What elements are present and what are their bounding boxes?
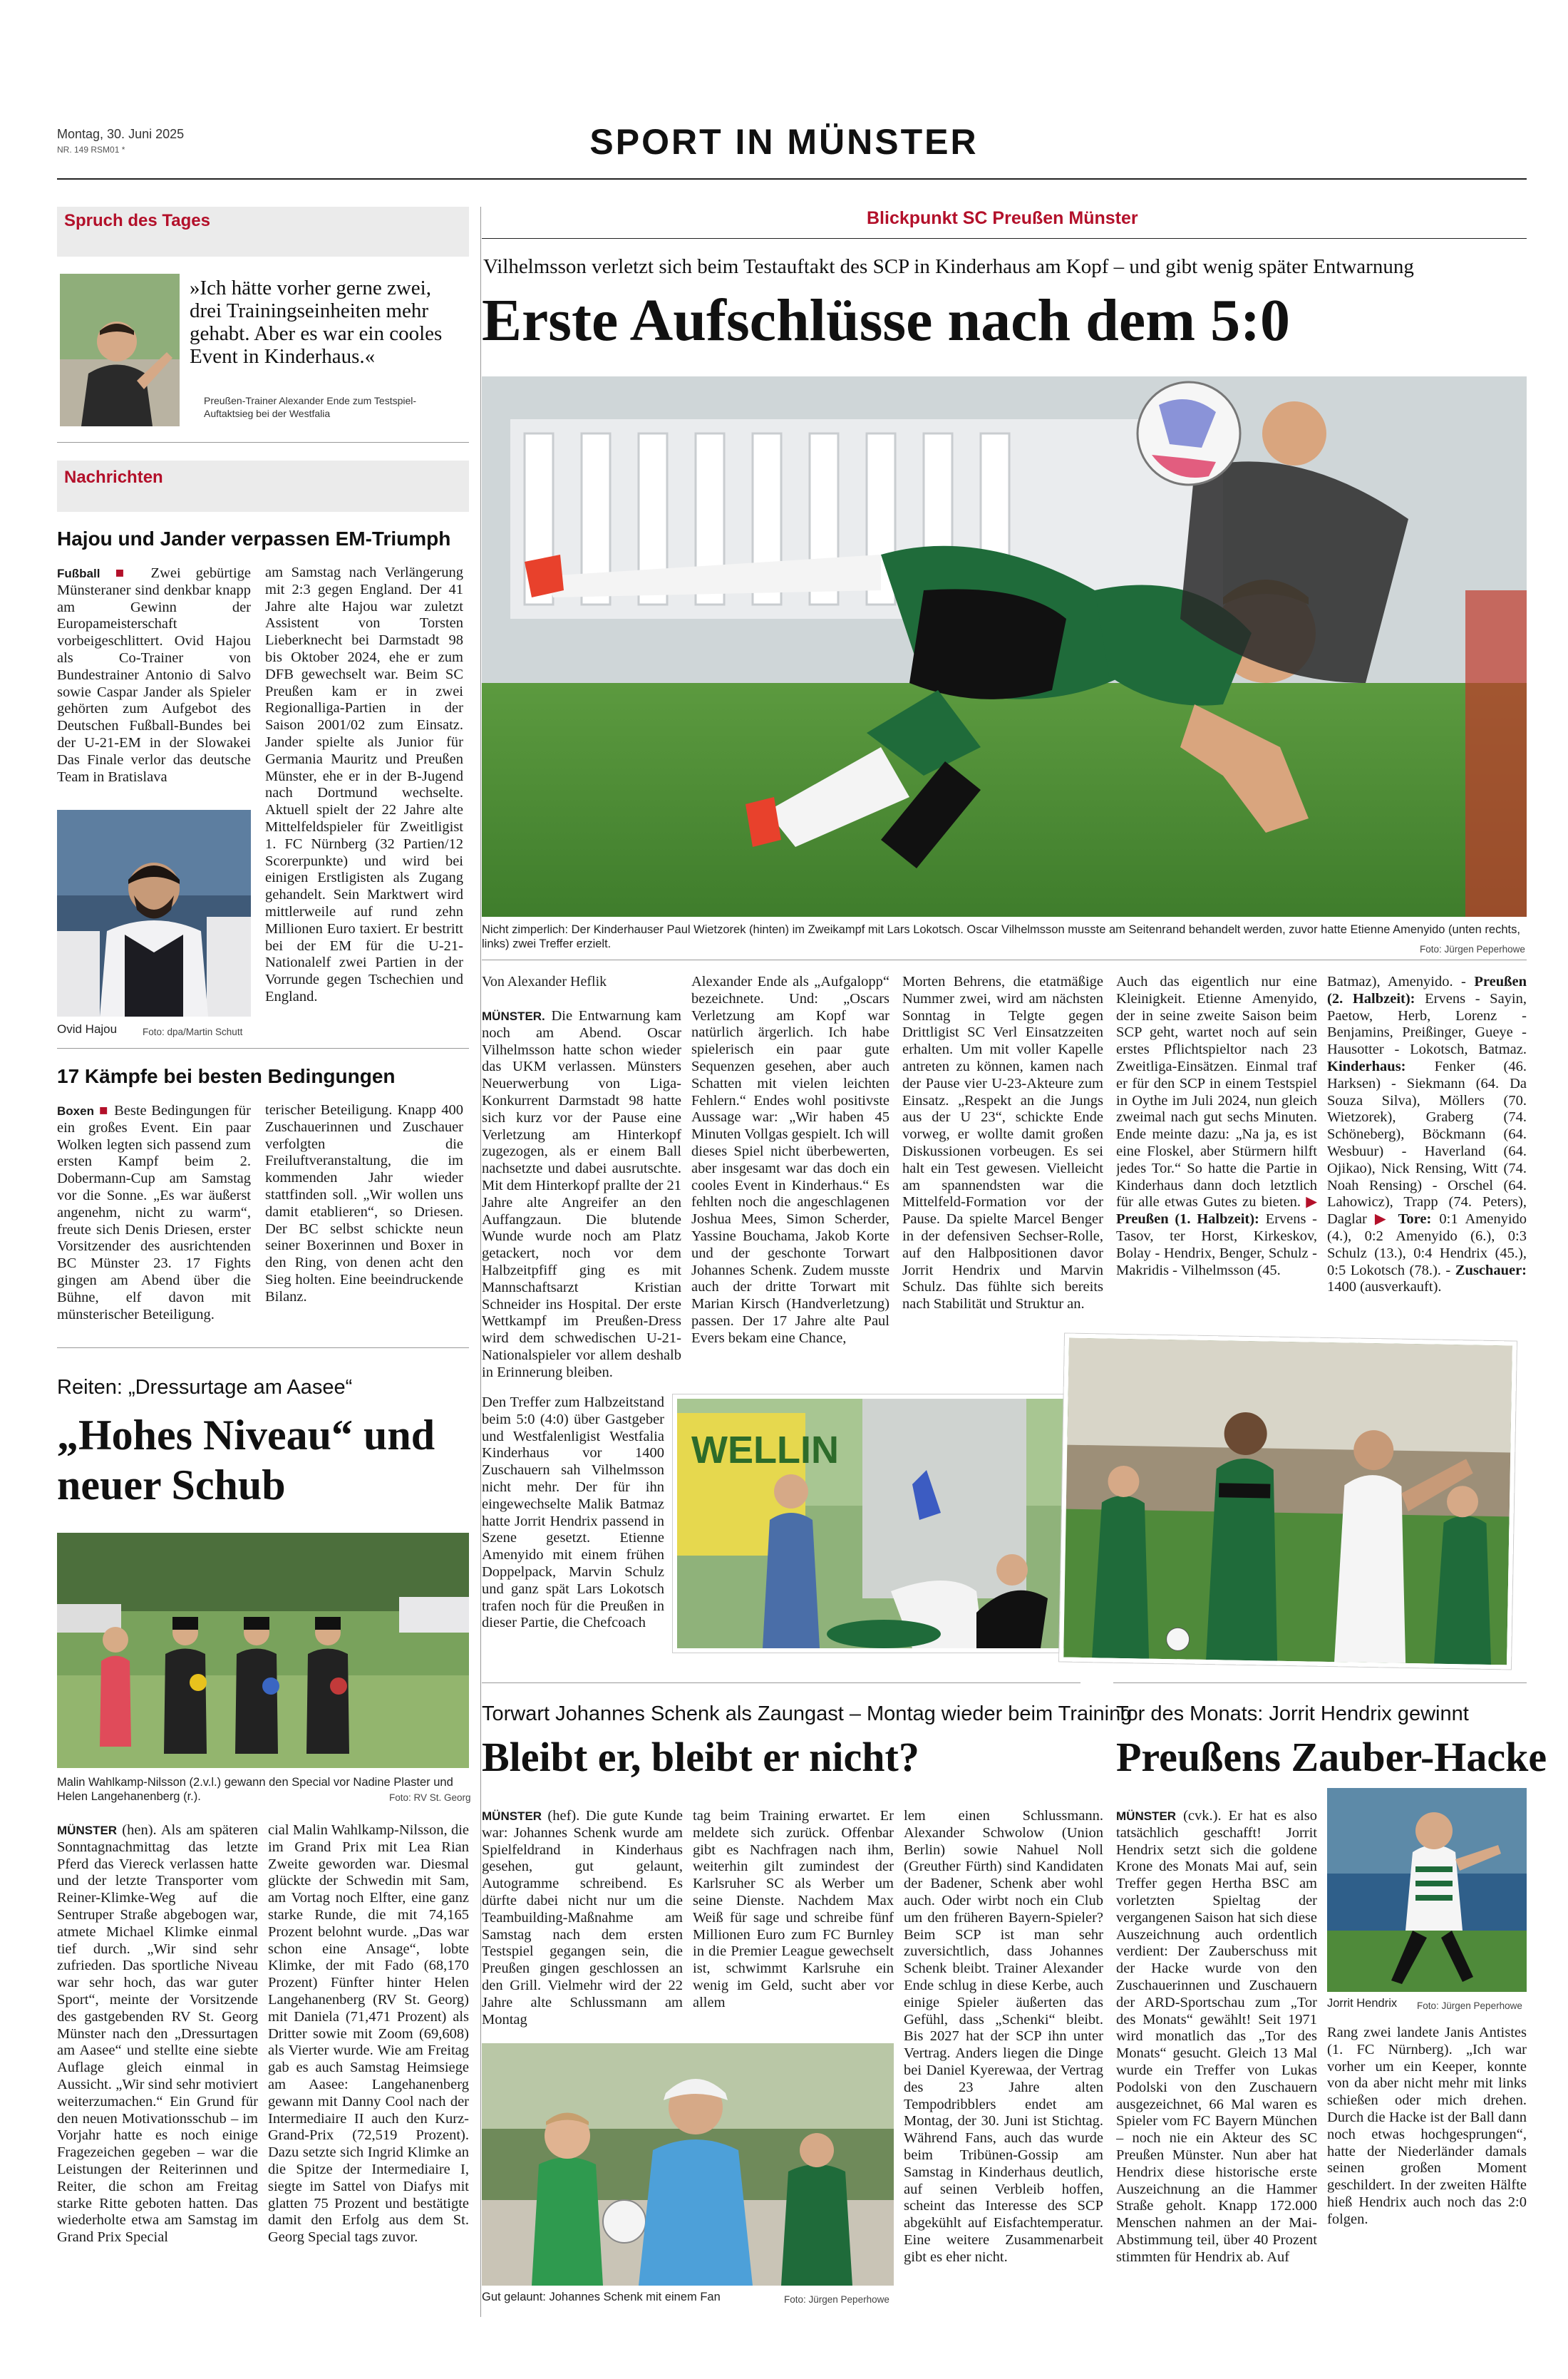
hajou-credit: Foto: dpa/Martin Schutt: [143, 1027, 243, 1037]
hendrix-credit: Foto: Jürgen Peperhowe: [1417, 2000, 1522, 2011]
reiten-col2: cial Malin Wahlkamp-Nilsson, die im Grand Prix mit Lea Rian Zweite geworden war. Diesmal glückte der Schwedin mit Sam, am Vortag noch Elfter, eine ganz starke Runde, die mit 74,165 Prozent belohnt wurde. „Das war schon eine Ansage“, lobte Klimke, der mit Fado (68,170 Prozent) Fünfter hinter Helen Langehanenberg (RV St. Georg) mit Daniela (71,471 Prozent) als Dritter sowie mit Zoom (69,608) als Vierter wurde. Wie am Freitag gab es auch Samstag Heimsiege am Aasee: Langehanenberg gewann mit Danny Cool nach der Intermediaire II auch den Kurz-Grand-Prix (72,519 Prozent). Dazu setzte sich Ingrid Klimke an die Spitze der Intermediaire I, siegte im Sattel von Diafys mit glatten 75 Prozent und bestätigte damit den Erfolg aus dem St. Georg Special tags zuvor.: [268, 1822, 469, 2246]
lead-col5: Batmaz), Amenyido. - Preußen (2. Halbzeit): Ervens - Sayin, Paetow, Herb, Lorenz - Benjamins, Preißinger, Gueye - Hausotter - Lokotsch, Batmaz. Kinderhaus: Fenker (46. Harksen) - Siekmann (64. Da Souza Silva), Möllers (70. Wietzorek), Graberg (74. Schöneberg), Böckmann (64. Wesbuur) - Haverland (64. Ojikao), Nick Rensing, Witt (74. Noah Rensing) - Orschel (64. Lahowicz), Trapp (74. Peters), Daglar ▶ Tore: 0:1 Amenyido (4.), 0:2 Amenyido (6.), 0:3 Schulz (13.), 0:4 Hendrix (45.), 0:5 Lokotsch (78.). - Zuschauer: 1400 (ausverkauft).: [1327, 974, 1527, 1295]
boxen-col1: Boxen ■ Beste Bedingungen für ein großes Event. Ein paar Wolken legten sich passend zum ersten Kampf beim 2. Dobermann-Cup am Samstag vor die Sonne. „Es war äußerst angenehm, nicht zu warm“, freute sich Denis Driesen, erster Vorsitzender des ausrichtenden BC Münster 23. 17 Fights gingen am Abend über die Bühne, elf davon mit münsterischer Beteiligung.: [57, 1102, 251, 1322]
lead-photo: [482, 376, 1527, 917]
column-separator: [480, 207, 481, 2317]
lead-caption: Nicht zimperlich: Der Kinderhauser Paul Wietzorek (hinten) im Zweikampf mit Lars Lokotsch. Oscar Vilhelmsson musste am Seitenrand behandelt werden, zuvor hatte Etienne Amenyido (unten rechts, links) zwei Treffer erzielt.: [482, 923, 1520, 950]
nachrichten-heading: Nachrichten: [64, 468, 163, 487]
dateline-boxen: Boxen: [57, 1104, 94, 1118]
spruch-attribution: Preußen-Trainer Alexander Ende zum Testspiel-Auftaktsieg bei der Westfalia: [204, 395, 417, 419]
hendrix-headline: Preußens Zauber-Hacke: [1116, 1734, 1547, 1780]
ende-portrait: [60, 274, 180, 426]
boxen-headline: 17 Kämpfe bei besten Bedingungen: [57, 1065, 396, 1087]
spruch-heading: Spruch des Tages: [64, 211, 210, 230]
reiten-caption: Malin Wahlkamp-Nilsson (2.v.l.) gewann den Special vor Nadine Plaster und Helen Langehanenberg (r.).: [57, 1776, 453, 1803]
section-title: SPORT IN MÜNSTER: [589, 122, 979, 162]
hajou-photo: [57, 810, 251, 1017]
edition-code: NR. 149 RSM01 *: [57, 145, 125, 155]
schenk-headline: Bleibt er, bleibt er nicht?: [482, 1734, 919, 1780]
hajou-col1: Fußball ■ Zwei gebürtige Münsteraner sind denkbar knapp am Gewinn der Europameisterschaft vorbeigeschlittert. Ovid Hajou als Co-Trainer von Bundestrainer Antonio di Salvo sowie Caspar Jander als Spieler gehörten zum Aufgebot des Deutschen Fußball-Bundes bei der U-21-EM in der Slowakei Das Finale verlor das deutsche Team in Bratislava: [57, 565, 251, 785]
hendrix-top-rule: [1113, 1682, 1527, 1683]
reiten-col1: MÜNSTER (hen). Als am späteren Sonntagnachmittag das letzte Pferd das Viereck verlassen hatte und der letzte Transporter vom Reiner-Klimke-Weg auf die Sentruper Straße abgebogen war, atmete Michael Klimke einmal tief durch. „Wir sind sehr zufrieden. Das sportliche Niveau war sehr hoch, das war guter Sport“, meinte der Vorsitzende des gastgebenden RV St. Georg Münster nach den „Dressurtagen am Aasee“ und stellte eine siebte Auflage gleich einmal in Aussicht. „Wir sind sehr motiviert weiterzumachen.“ Ein Grund für den neuen Motivationsschub – im Vorjahr hatte es noch einige Fragezeichen gegeben – war die Leistungen der Reiterinnen und Reiter, die schon am Freitag starke Ritte geboten hatten. Das wiederholte etwa am Samstag im Grand Prix Special: [57, 1822, 258, 2246]
hendrix-col2: Rang zwei landete Janis Antistes (1. FC Nürnberg). „Ich war vorher um ein Keeper, konnte von da aber nicht mehr mit links schießen oder mich drehen. Durch die Hacke ist der Ball dann noch etwas hochgesprungen“, hatte der Niederländer damals seinen großen Moment geschildert. In der zweiten Hälfte hieß Hendrix auch noch das 2:0 folgen.: [1327, 2025, 1527, 2227]
news-divider: [57, 1048, 469, 1049]
hendrix-photo: [1327, 1788, 1527, 1992]
hendrix-kicker: Tor des Monats: Jorrit Hendrix gewinnt: [1116, 1702, 1469, 1725]
boxen-col2: terischer Beteiligung. Knapp 400 Zuschauerinnen und Zuschauer verfolgten die Freiluftveranstaltung, die im kommenden Jahr wieder stattfinden soll. „Wir wollen uns damit etablieren“, so Driesen. Der BC selbst schickte neun seiner Boxerinnen und Boxer in den Ring, von denen acht den Sieg holten. Eine beeindruckende Bilanz.: [265, 1102, 463, 1305]
treatment-photo: [673, 1394, 1096, 1653]
masthead-rule: [57, 178, 1527, 180]
schenk-photo: [482, 2043, 894, 2286]
lead-col4: Auch das eigentlich nur eine Kleinigkeit. Etienne Amenyido, der in seine zweite Saison beim SCP geht, wartet noch auf sein erstes Pflichtspieltor nach 23 Zweitliga-Einsätzen. Einmal traf er für den SCP in einem Testspiel in Oythe im Juli 2024, nun gleich zweimal nach gut sechs Minuten. Ende meinte dazu: „Na ja, es ist eine Floskel, aber Stürmern hilft jedes Tor.“ So hatte die Partie in Kinderhaus dann doch letztlich für alle etwas Gutes zu bieten. ▶ Preußen (1. Halbzeit): Ervens - Tasov, ter Horst, Kirkeskov, Bolay - Hendrix, Benger, Schulz - Makridis - Vilhelmsson (45.: [1116, 974, 1317, 1278]
issue-date: Montag, 30. Juni 2025: [57, 127, 185, 141]
celebration-photo: [1059, 1334, 1517, 1670]
lead-kicker: Vilhelmsson verletzt sich beim Testauftakt des SCP in Kinderhaus am Kopf – und gibt wenig später Entwarnung: [483, 255, 1414, 278]
reiten-headline: „Hohes Niveau“ und neuer Schub: [57, 1412, 435, 1509]
schenk-credit: Foto: Jürgen Peperhowe: [784, 2294, 889, 2305]
schenk-col2: tag beim Training erwartet. Er meldete sich zurück. Offenbar gibt es Nachfragen nach ihm, weiterhin gilt zumindest der Karlsruher SC als Werber um seine Dienste. Nachdem Max Weiß für sage und schreibe fünf Millionen Euro zum FC Burnley in die Premier League gewechselt ist, schwimmt Karlsruhe ein wenig im Geld, sucht aber vor allem: [693, 1808, 894, 2010]
schenk-top-rule: [482, 1682, 1080, 1683]
lead-section-rule: [482, 238, 1527, 239]
lead-col1-continued: Den Treffer zum Halbzeitstand beim 5:0 (4:0) über Gastgeber und Westfalenligist Westfalia Kinderhaus vor 1400 Zuschauern sah Vilhelmsson nicht mehr. Der für ihn eingewechselte Malik Batmaz hatte Jorrit Hendrix passend in Szene gesetzt. Etienne Amenyido mit einem frühen Doppelpack, Marvin Schulz und ganz spät Lars Lokotsch trafen noch für die Preußen in dieser Partie, die Chefcoach: [482, 1394, 664, 1631]
lead-section: Blickpunkt SC Preußen Münster: [867, 208, 1138, 228]
dateline-fussball: Fußball: [57, 567, 100, 580]
reiten-photo: [57, 1533, 469, 1768]
lead-headline: Erste Aufschlüsse nach dem 5:0: [482, 287, 1291, 354]
spruch-divider: [57, 442, 469, 443]
reiten-credit: Foto: RV St. Georg: [389, 1792, 471, 1803]
schenk-col3: lem einen Schlussmann. Alexander Schwolow (Union Berlin) sowie Nahuel Noll (Greuther Fürth) sind Kandidaten der Badener, Schenk aber wohl auch. Oder wirbt noch ein Club um den früheren Bayern-Spieler? Beim SCP ist man sehr zuversichtlich, dass Johannes Schenk bleibt. Trainer Alexander Ende schlug in diese Kerbe, auch einige Spieler äußerten das Gefühl, dass „Schenki“ bleibt. Bis 2027 hat der SCP ihn unter Vertrag. Anders liegen die Dinge bei Daniel Kyerewaa, der Vertrag des 23 Jahre alten Tempodribblers endet am Montag, der 30. Juni ist Stichtag. Während Fans, auch das wurde beim Tribünen-Gossip am Samstag in Kinderhaus deutlich, auf seinen Verbleib hoffen, scheint das Interesse des SCP abgekühlt auf Eisfachtemperatur. Eine weitere Zusammenarbeit gibt es eher nicht.: [904, 1808, 1103, 2265]
hajou-col2: am Samstag nach Verlängerung mit 2:3 gegen England. Der 41 Jahre alte Hajou war zuletzt Assistent von Torsten Lieberknecht bei Darmstadt 98 bis Oktober 2024, ehe er zum DFB gewechselt war. Beim SC Preußen kam er in zwei Regionalliga-Partien in der Saison 2001/02 zum Einsatz. Jander spielte als Junior für Germania Mauritz und Preußen Münster, ehe er in der B-Jugend nach Dortmund wechselte. Aktuell spielt der 22 Jahre alte Mittelfeldspieler für Zweitligist 1. FC Nürnberg (32 Partien/12 Scorerpunkte) und wird bei einigen Erstligisten als Zugang gehandelt. Sein Marktwert wird mittlerweile auf rund zehn Millionen Euro taxiert. Er bestritt bei der EM für die U-21-Nationalelf zwei Partien in der Vorrunde gegen Tschechien und England.: [265, 565, 463, 1004]
spruch-quote: »Ich hätte vorher gerne zwei, drei Trainingseinheiten mehr gehabt. Aber es war ein cooles Event in Kinderhaus.«: [190, 277, 443, 368]
svg-text:WELLIN: WELLIN: [691, 1429, 839, 1471]
hendrix-caption: Jorrit Hendrix: [1327, 1997, 1398, 2010]
lead-col3: Morten Behrens, die etatmäßige Nummer zwei, wird am nächsten Sonntag in Telgte gegen Drittligist SC Verl Einsatzzeiten erhalten. Um mit voller Kapelle antreten zu können, kamen nach der Pause vier U-23-Akteure zum Einsatz. „Respekt an die Jungs aus der U 23“, schickte Ende vorweg, er wollte damit großen Diskussionen vorbeugen. Es sei halt ein Test gewesen. Vielleicht am spannendsten war die Mittelfeld-Formation vor der Pause. Da spielte Marcel Benger in der defensiven Sechser-Rolle, auf den Halbpositionen davor Jorrit Hendrix und Marvin Schulz. Das fühlte sich bereits nach Stabilität und Struktur an.: [902, 974, 1103, 1312]
hajou-headline: Hajou und Jander verpassen EM-Triumph: [57, 528, 451, 550]
reiten-divider: [57, 1347, 469, 1348]
schenk-kicker: Torwart Johannes Schenk als Zaungast – Montag wieder beim Training: [482, 1702, 1133, 1725]
lead-col1: MÜNSTER. Die Entwarnung kam noch am Abend. Oscar Vilhelmsson hatte schon wieder das UKM verlassen. Münsters Neuerwerbung von Liga-Konkurrent Darmstadt 98 hatte sich kurz vor der Pause eine Verletzung am Hinterkopf zugezogen, als er einem Ball nachsetzte und dabei ausrutschte. Mit dem Hinterkopf prallte der 21 Jahre alte Angreifer an den Auffangzaun. Die blutende Wunde wurde noch am Platz getackert, noch vor dem Halbzeitpfiff ging es mit Mannschaftsarzt Kristian Schneider ins Hospital. Der erste Wettkampf im Preußen-Dress wird dem schwedischen U-21-Nationalspieler vor allem deshalb in Erinnerung bleiben.: [482, 1008, 681, 1380]
schenk-caption: Gut gelaunt: Johannes Schenk mit einem Fan: [482, 2291, 721, 2303]
hajou-caption: Ovid Hajou: [57, 1022, 118, 1036]
lead-col2: Alexander Ende als „Aufgalopp“ bezeichnete. Und: „Oscars Verletzung am Kopf war natürlich ärgerlich. Ich habe spielerisch ein paar gute Sequenzen gesehen, aber auch Schatten mit vielen leichten Fehlern.“ Endes wohl positivste Aussage war: „Wir haben 45 Minuten Vollgas gespielt. Ich will dieses Spiel nicht überbewerten, aber insgesamt war das doch ein cooles Event in Kinderhaus.“ Es fehlten noch die angeschlagenen Joshua Mees, Simon Scherder, Yassine Bouchama, Jakob Korte und der geschonte Torwart Johannes Schenk. Zudem musste auch der dritte Torwart mit Marian Kirsch (Handverletzung) passen. Der 17 Jahre alte Paul Evers bekam eine Chance,: [691, 974, 889, 1346]
reiten-kicker: Reiten: „Dressurtage am Aasee“: [57, 1376, 353, 1399]
hendrix-col1: MÜNSTER (cvk.). Er hat es also tatsächlich geschafft! Jorrit Hendrix setzt sich die goldene Krone des Monats Mai auf, sein Treffer gegen Hertha BSC am vorletzten Spieltag der vergangenen Saison hat sich diese Auszeichnung auch ordentlich verdient: Der Zauberschuss mit der Hacke wurde von den Zuschauerinnen und Zuschauern der ARD-Sportschau zum „Tor des Monats“ gewählt! Seit 1971 wird monatlich das „Tor des Monats“ gesucht. Gleich 13 Mal wurde ein Treffer von Lukas Podolski von den Zuschauern ausgezeichnet, 66 Mal waren es Spieler vom FC Bayern München – noch nie ein Akteur des SC Preußen Münster. Nun aber hat Hendrix diese historische erste Auszeichnung an die Hammer Straße geholt. Knapp 172.000 Menschen nahmen an der Mai-Abstimmung teil, über 40 Prozent stimmten für Hendrix ab. Auf: [1116, 1808, 1317, 2265]
lead-byline: Von Alexander Heflik: [482, 974, 607, 990]
lead-credit: Foto: Jürgen Peperhowe: [1420, 944, 1525, 955]
schenk-col1: MÜNSTER (hef). Die gute Kunde war: Johannes Schenk wurde am Spielfeldrand in Kinderhaus gesehen, gut gelaunt, Autogramme schreibend. Es dürfte dabei nicht nur um die Teambuilding-Maßnahme am Samstag nach dem ersten Testspiel gegangen sein, die Preußen gingen geschlossen an den Grill. Vielmehr wird der 22 Jahre alte Schlussmann am Montag: [482, 1808, 683, 2028]
